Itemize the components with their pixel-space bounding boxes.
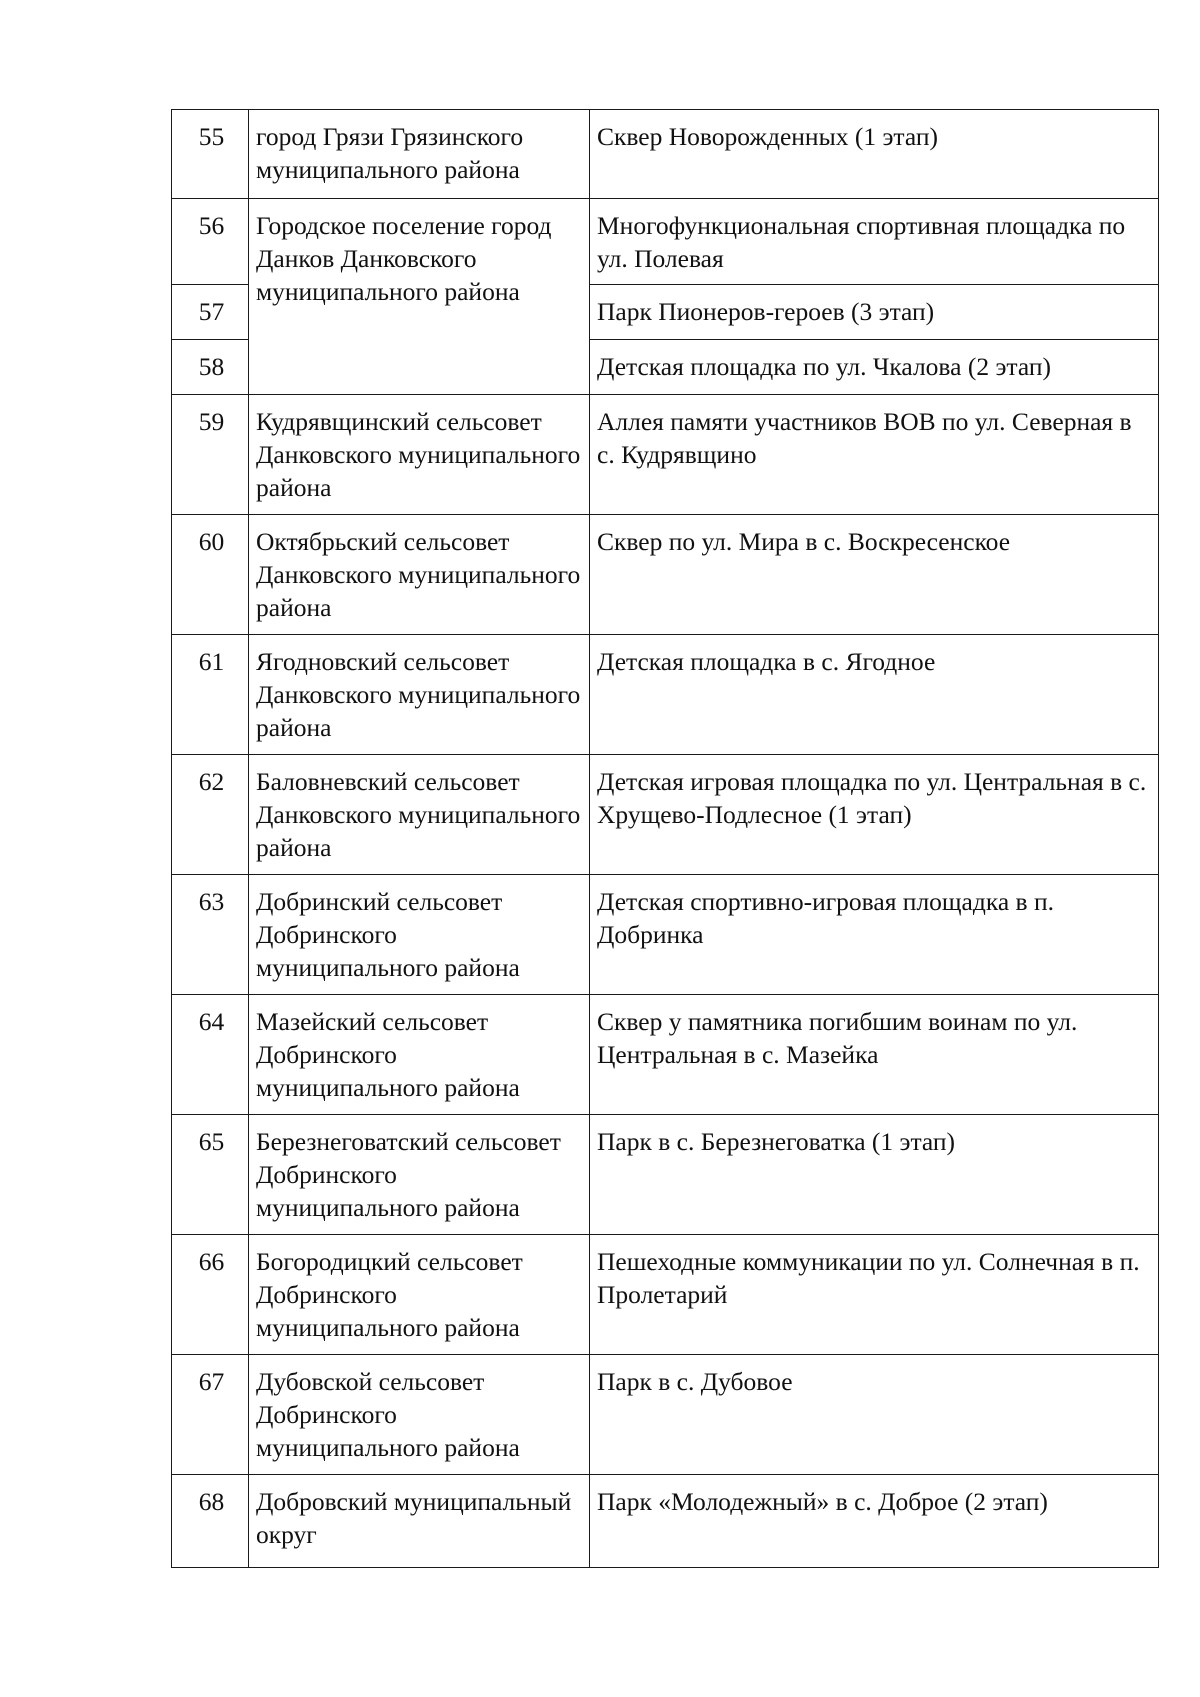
table-row [172,1235,1159,1355]
object-cell: Пешеходные коммуникации по ул. Солнечная в п. Пролетарий [590,1235,1159,1355]
row-number: 60 [172,515,249,635]
object-cell: Многофункциональная спортивная площадка по ул. Полевая [590,199,1159,285]
row-number: 56 [172,199,249,285]
row-number: 65 [172,1115,249,1235]
table-row [172,875,1159,995]
table-row [172,995,1159,1115]
table-row [172,1355,1159,1475]
row-number: 58 [172,340,249,395]
row-number: 55 [172,110,249,199]
row-number: 62 [172,755,249,875]
row-number: 64 [172,995,249,1115]
object-cell: Парк в с. Березнеговатка (1 этап) [590,1115,1159,1235]
object-cell: Детская игровая площадка по ул. Центральная в с. Хрущево-Подлесное (1 этап) [590,755,1159,875]
municipality-cell: Дубовской сельсовет Добринского муниципального района [249,1355,590,1475]
object-cell: Аллея памяти участников ВОВ по ул. Северная в с. Кудрявщино [590,395,1159,515]
municipality-cell: Добровский муниципальный округ [249,1475,590,1568]
table-row [172,635,1159,755]
object-cell: Парк «Молодежный» в с. Доброе (2 этап) [590,1475,1159,1568]
row-number: 66 [172,1235,249,1355]
municipality-cell: Октябрьский сельсовет Данковского муниципального района [249,515,590,635]
object-cell: Парк Пионеров-героев (3 этап) [590,285,1159,340]
row-number: 57 [172,285,249,340]
improvement-objects-table [171,109,1159,1568]
municipality-cell: Городское поселение город Данков Данковского муниципального района [249,199,590,395]
table-row [172,395,1159,515]
table-row [172,1115,1159,1235]
object-cell: Детская площадка в с. Ягодное [590,635,1159,755]
municipality-cell: Мазейский сельсовет Добринского муниципального района [249,995,590,1115]
object-cell: Парк в с. Дубовое [590,1355,1159,1475]
object-cell: Сквер по ул. Мира в с. Воскресенское [590,515,1159,635]
object-cell: Сквер Новорожденных (1 этап) [590,110,1159,199]
object-cell: Детская площадка по ул. Чкалова (2 этап) [590,340,1159,395]
municipality-cell: Добринский сельсовет Добринского муниципального района [249,875,590,995]
municipality-cell: город Грязи Грязинского муниципального района [249,110,590,199]
table-row [172,755,1159,875]
municipality-cell: Богородицкий сельсовет Добринского муниципального района [249,1235,590,1355]
row-number: 67 [172,1355,249,1475]
table-row [172,199,1159,285]
table-row [172,1475,1159,1568]
municipality-cell: Баловневский сельсовет Данковского муниципального района [249,755,590,875]
municipality-cell: Березнеговатский сельсовет Добринского муниципального района [249,1115,590,1235]
row-number: 68 [172,1475,249,1568]
row-number: 61 [172,635,249,755]
row-number: 63 [172,875,249,995]
municipality-cell: Кудрявщинский сельсовет Данковского муниципального района [249,395,590,515]
object-cell: Сквер у памятника погибшим воинам по ул. Центральная в с. Мазейка [590,995,1159,1115]
object-cell: Детская спортивно-игровая площадка в п. Добринка [590,875,1159,995]
table-row [172,110,1159,199]
municipality-cell: Ягодновский сельсовет Данковского муниципального района [249,635,590,755]
table-row [172,515,1159,635]
row-number: 59 [172,395,249,515]
